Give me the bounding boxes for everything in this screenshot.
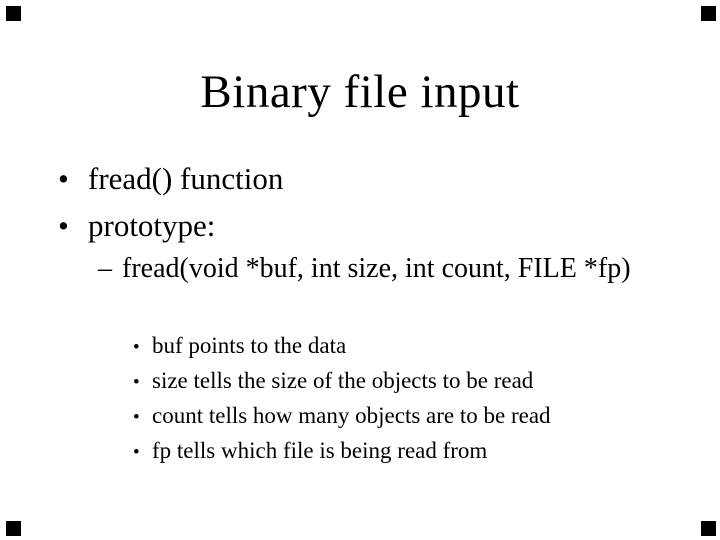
bullet-dot-icon: • <box>58 208 69 243</box>
bullet-text: prototype: <box>88 208 216 243</box>
bullet-dot-icon: • <box>133 407 140 428</box>
detail-bullet-text: size tells the size of the objects to be read <box>152 368 534 393</box>
corner-marker-bottom-left-icon <box>6 521 21 536</box>
bullet-dot-icon: • <box>133 337 140 358</box>
bullet-item-fread-function <box>58 162 283 196</box>
dash-marker-icon: – <box>98 253 112 284</box>
bullet-dot-icon: • <box>133 372 140 393</box>
detail-bullet-text: buf points to the data <box>152 333 347 358</box>
list-item <box>133 433 551 468</box>
slide-title: Binary file input <box>200 66 520 118</box>
bullet-item-prototype <box>58 209 215 243</box>
bullet-text: fread() function <box>88 161 284 196</box>
sub-bullet-text: fread(void *buf, int size, int count, FILE *fp) <box>122 253 631 284</box>
corner-marker-top-right-icon <box>701 6 716 21</box>
corner-marker-bottom-right-icon <box>701 521 716 536</box>
corner-marker-top-left-icon <box>6 6 21 21</box>
list-item <box>133 328 551 363</box>
detail-bullet-text: fp tells which file is being read from <box>152 438 488 463</box>
bullet-dot-icon: • <box>58 161 69 196</box>
detail-bullet-list <box>133 328 551 468</box>
detail-bullet-text: count tells how many objects are to be read <box>152 403 551 428</box>
sub-bullet-prototype-signature <box>98 254 631 285</box>
bullet-dot-icon: • <box>133 442 140 463</box>
list-item <box>133 363 551 398</box>
list-item <box>133 398 551 433</box>
